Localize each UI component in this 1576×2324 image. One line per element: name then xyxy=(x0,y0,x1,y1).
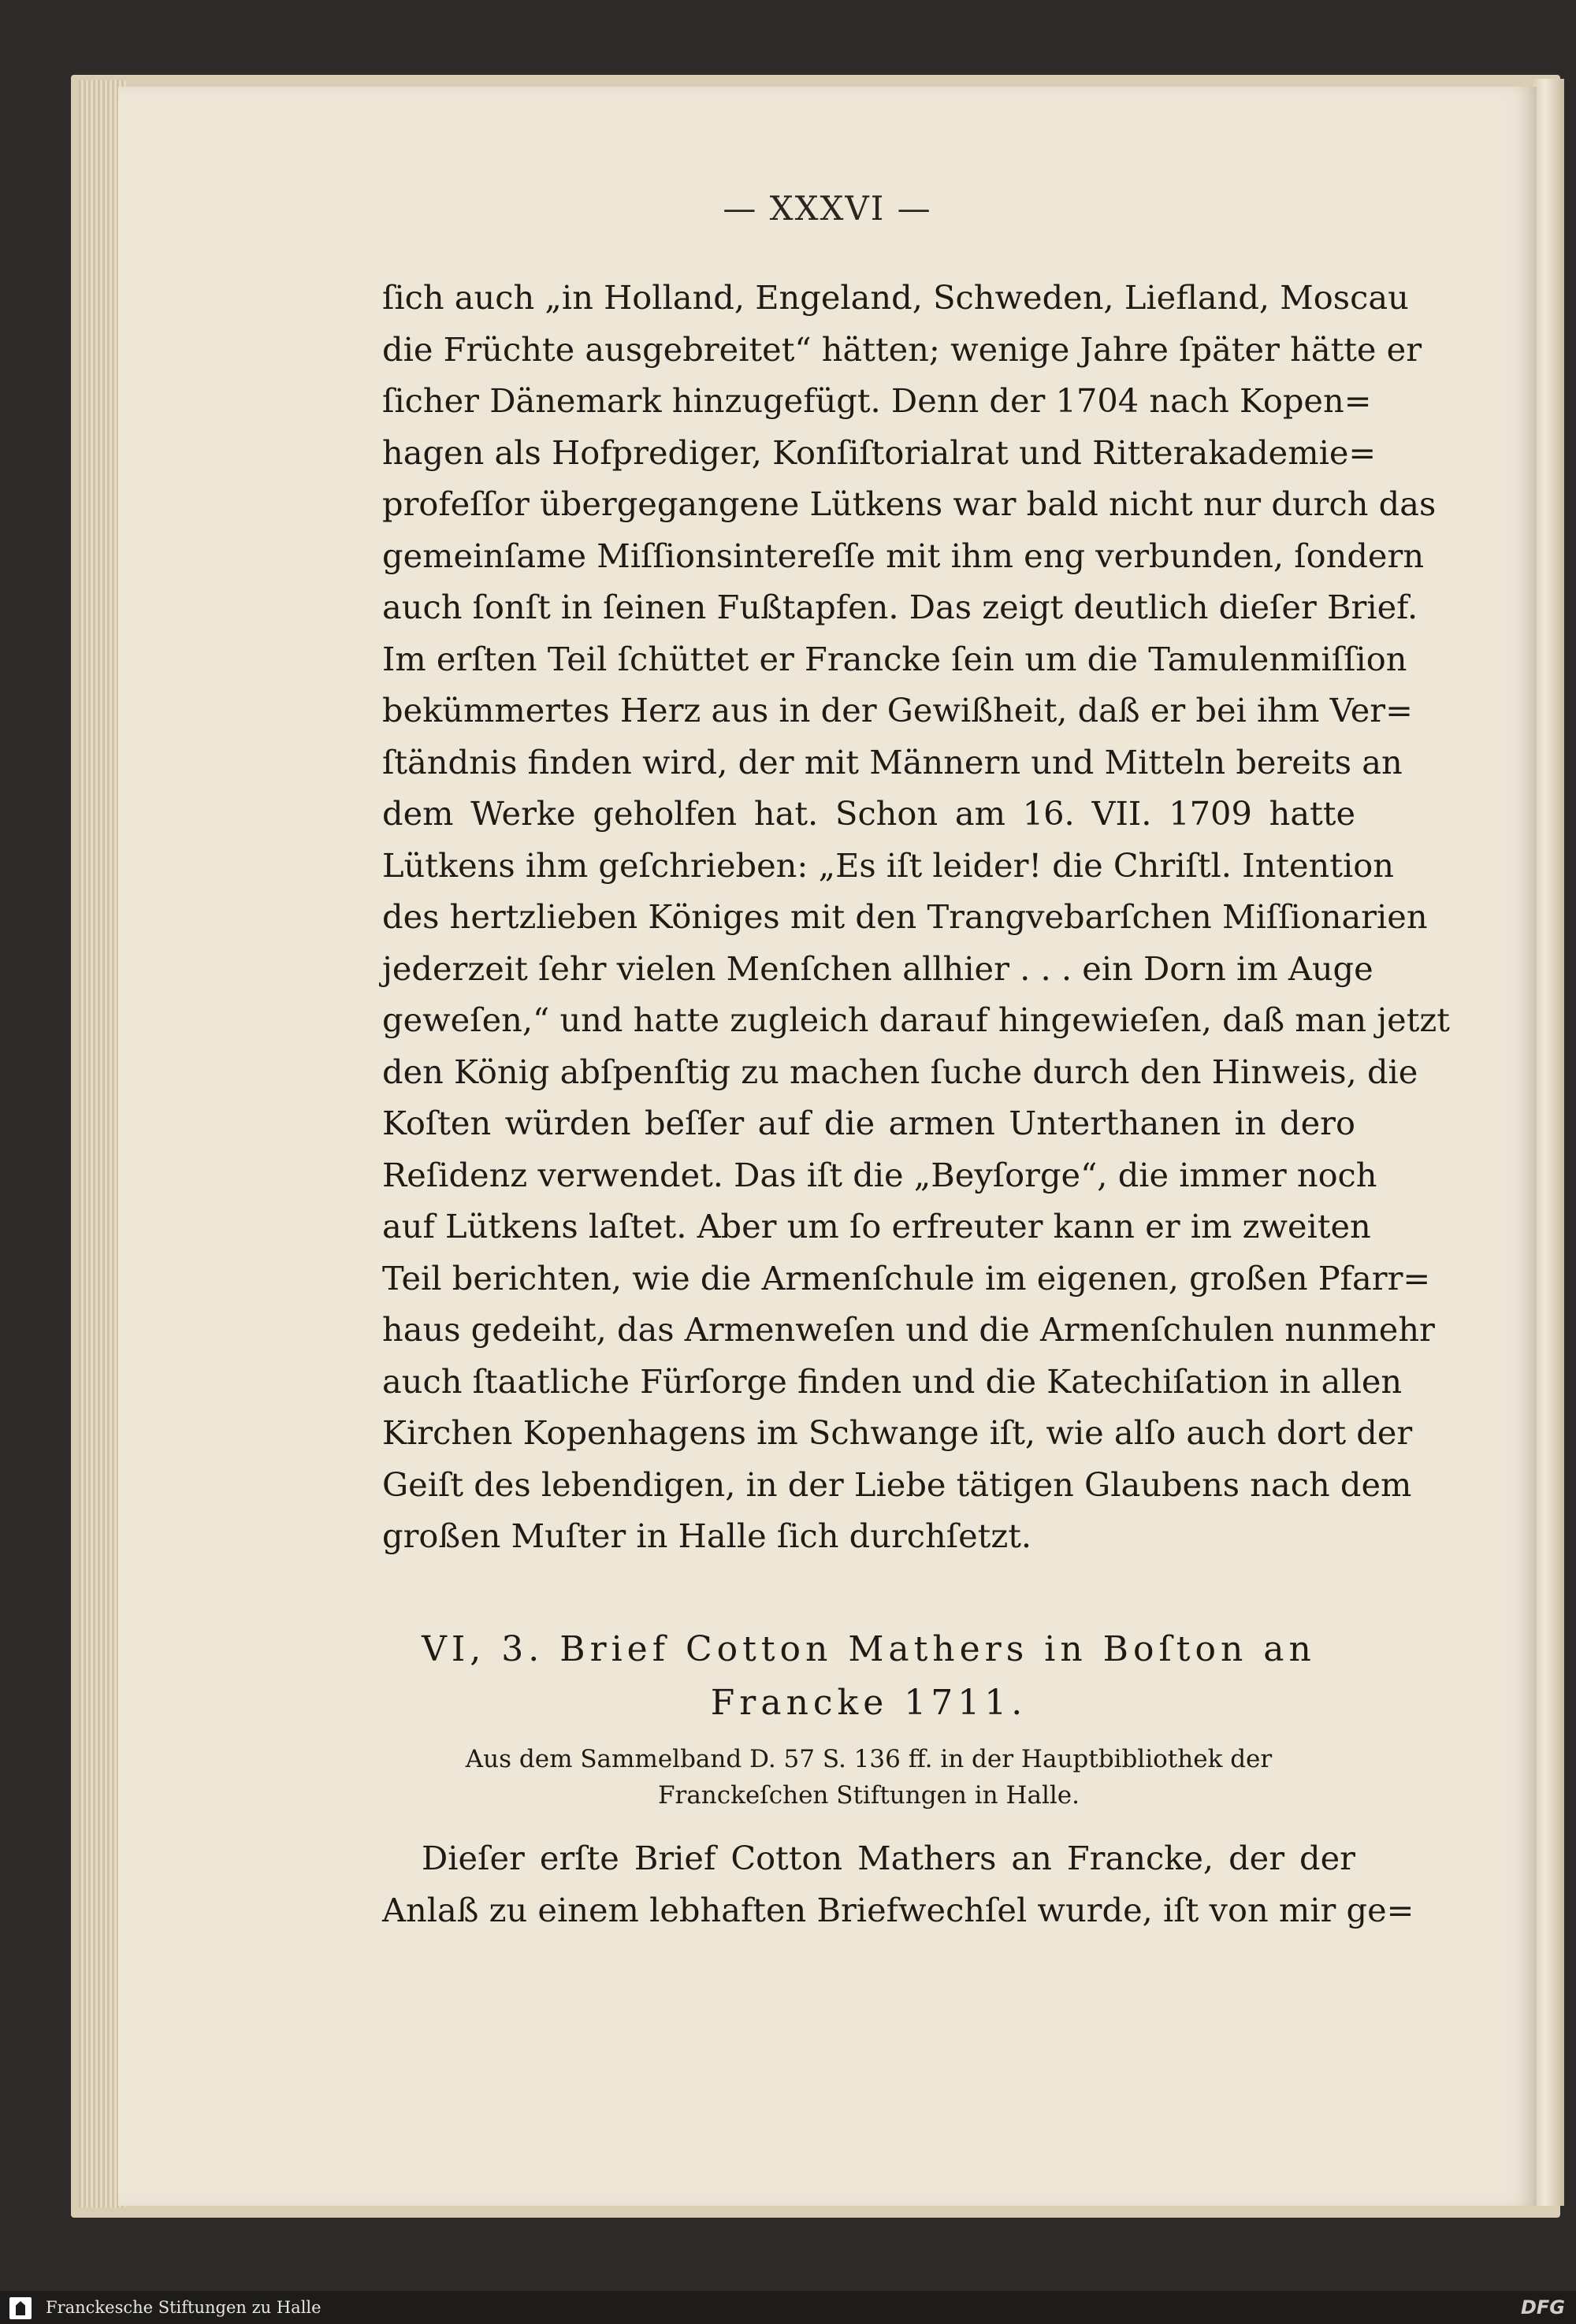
right-page-edge xyxy=(1533,79,1564,2206)
text-line: ſich auch „in Holland, Engeland, Schweden, Liefland, Moscau xyxy=(382,278,1409,317)
text-line: bekümmertes Herz aus in der Gewißheit, daß er bei ihm Ver= xyxy=(382,691,1413,729)
text-line: dem Werke geholfen hat. Schon am 16. VII. 1709 hatte xyxy=(382,794,1355,833)
main-paragraph xyxy=(382,272,1450,1562)
text-line: ſicher Dänemark hinzugefügt. Denn der 1704 nach Kopen= xyxy=(382,381,1372,420)
text-line: haus gedeiht, das Armenweſen und die Armenſchulen nunmehr xyxy=(382,1310,1435,1349)
text-line: die Früchte ausgebreitet“ hätten; wenige Jahre ſpäter hätte er xyxy=(382,329,1422,369)
section-heading xyxy=(382,1623,1355,1730)
source-note-line: Aus dem Sammelband D. 57 S. 136 ff. in der Hauptbibliothek der xyxy=(465,1745,1273,1773)
letter-section xyxy=(382,1623,1414,1936)
text-line: gemeinſame Miſſionsintereſſe mit ihm eng verbunden, ſondern xyxy=(382,536,1425,575)
text-line: Koſten würden beſſer auf die armen Unterthanen in dero xyxy=(382,1104,1355,1142)
text-line: den König abſpenſtig zu machen ſuche durch den Hinweis, die xyxy=(382,1052,1418,1091)
text-line: Teil berichten, wie die Armenſchule im eigenen, großen Pfarr= xyxy=(382,1258,1431,1298)
text-line: Dieſer erſte Brief Cotton Mathers an Francke, der der xyxy=(422,1839,1355,1877)
viewer-footer xyxy=(0,2291,1576,2324)
section-heading-line: VI, 3. Brief Cotton Mathers in Boſton an xyxy=(422,1629,1316,1669)
institution-name: Franckesche Stiftungen zu Halle xyxy=(46,2298,322,2317)
section-source-note xyxy=(382,1741,1355,1814)
text-line: des hertzlieben Königes mit den Trangvebarſchen Miſſionarien xyxy=(382,897,1428,936)
text-line: geweſen,“ und hatte zugleich darauf hingewieſen, daß man jetzt xyxy=(382,1001,1450,1039)
text-line: ſtändnis finden wird, der mit Männern und Mitteln bereits an xyxy=(382,742,1403,781)
text-line: Reſidenz verwendet. Das iſt die „Beyſorge“, die immer noch xyxy=(382,1155,1377,1194)
text-line: Anlaß zu einem lebhaften Briefwechſel wurde, iſt von mir ge= xyxy=(382,1890,1414,1929)
text-line: großen Muſter in Halle ſich durchſetzt. xyxy=(382,1517,1032,1555)
text-line: jederzeit ſehr vielen Menſchen allhier . . . ein Dorn im Auge xyxy=(382,949,1373,988)
text-line: auf Lütkens laſtet. Aber um ſo erfreuter kann er im zweiten xyxy=(382,1207,1371,1246)
page-number: — XXXVI — xyxy=(723,189,932,228)
text-line: profeſſor übergegangene Lütkens war bald nicht nur durch das xyxy=(382,484,1437,523)
text-line: Kirchen Kopenhagens im Schwange iſt, wie alſo auch dort der xyxy=(382,1413,1413,1452)
text-line: hagen als Hofprediger, Konſiſtorialrat und Ritterakademie= xyxy=(382,433,1377,472)
institution-logo-icon xyxy=(9,2297,32,2319)
text-line: Lütkens ihm geſchrieben: „Es iſt leider! die Chriſtl. Intention xyxy=(382,845,1394,885)
text-line: auch ſonſt in ſeinen Fußtapfen. Das zeigt deutlich dieſer Brief. xyxy=(382,588,1418,626)
section-paragraph xyxy=(382,1832,1414,1936)
source-note-line: Franckeſchen Stiftungen in Halle. xyxy=(658,1781,1080,1810)
text-line: auch ſtaatliche Fürſorge finden und die Katechiſation in allen xyxy=(382,1361,1403,1401)
text-line: Im erſten Teil ſchüttet er Francke ſein um die Tamulenmiſſion xyxy=(382,639,1407,678)
dfg-logo: DFG xyxy=(1520,2296,1565,2318)
text-line: Geiſt des lebendigen, in der Liebe tätigen Glaubens nach dem xyxy=(382,1465,1412,1504)
section-heading-line: Francke 1711. xyxy=(710,1683,1028,1723)
